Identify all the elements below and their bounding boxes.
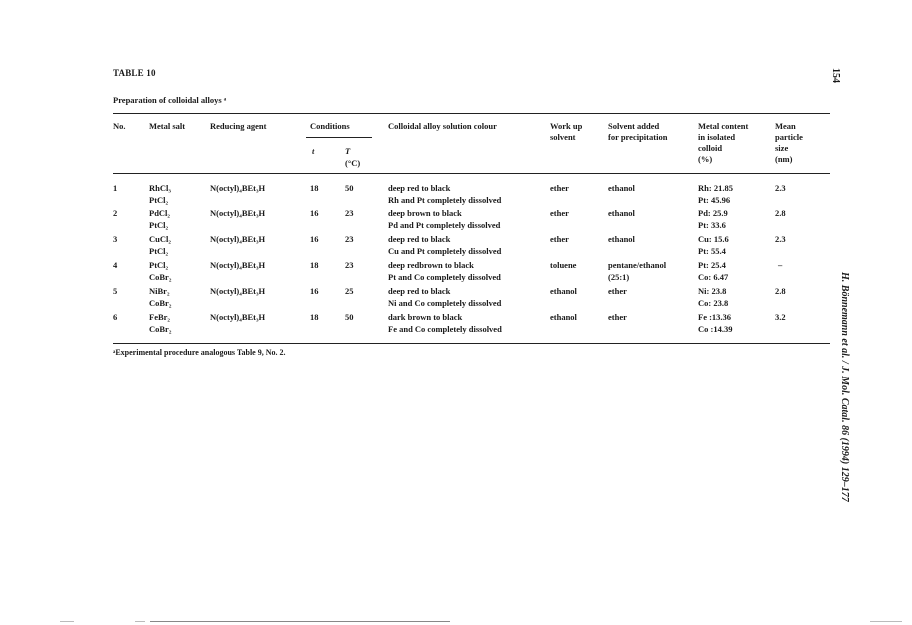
header-workup-line: solvent <box>550 132 576 142</box>
header-rule <box>113 173 830 174</box>
salt: CoBr₂ <box>149 297 172 308</box>
table-footnote: ᵃExperimental procedure analogous Table 9, No. 2. <box>113 348 286 357</box>
colour-line: Pd and Pt completely dissolved <box>388 219 501 230</box>
header-content-line: (%) <box>698 154 713 164</box>
row-agent: N(octyl)₄BEt₃H <box>210 208 266 218</box>
content-line: Cu: 15.6 <box>698 234 729 244</box>
salt: NiBr₂ <box>149 286 170 296</box>
precip-line: ethanol <box>608 183 635 193</box>
header-size-line: (nm) <box>775 154 793 164</box>
row-t: 16 <box>310 208 319 218</box>
salt: PtCl₂ <box>149 245 169 256</box>
header-size-line: size <box>775 143 789 153</box>
row-precip <box>608 260 666 283</box>
page-bottom-line <box>150 621 450 622</box>
page-number: 154 <box>830 68 841 83</box>
row-content <box>698 234 729 257</box>
row-workup: ethanol <box>550 312 577 322</box>
row-salts <box>149 260 171 283</box>
header-size-line: particle <box>775 132 803 142</box>
row-workup: ether <box>550 208 569 218</box>
header-solvent-line: Solvent added <box>608 121 660 131</box>
row-T: 50 <box>345 312 354 322</box>
precip-line: ethanol <box>608 234 635 244</box>
salt: PtCl₂ <box>149 194 169 205</box>
row-salts <box>149 286 171 309</box>
row-colour <box>388 312 502 335</box>
row-colour <box>388 260 501 283</box>
header-T: T <box>345 146 351 156</box>
row-T: 25 <box>345 286 354 296</box>
header-solvent-added <box>608 121 667 143</box>
header-workup-line: Work up <box>550 121 583 131</box>
row-T: 23 <box>345 260 354 270</box>
row-no: 5 <box>113 286 118 296</box>
row-no: 3 <box>113 234 118 244</box>
row-colour <box>388 286 501 309</box>
header-solvent-line: for precipitation <box>608 132 668 142</box>
content-line: Rh: 21.85 <box>698 183 733 193</box>
salt: CoBr₂ <box>149 271 172 282</box>
scan-mark <box>870 621 902 622</box>
row-salts <box>149 183 171 206</box>
salt: CoBr₂ <box>149 323 172 334</box>
row-agent: N(octyl)₄BEt₃H <box>210 183 266 193</box>
precip-line: ether <box>608 312 627 322</box>
header-metal-salt: Metal salt <box>149 121 186 131</box>
colour-line: deep red to black <box>388 183 451 193</box>
row-size: 2.3 <box>775 234 786 244</box>
row-size: 2.8 <box>775 208 786 218</box>
row-workup: ether <box>550 183 569 193</box>
row-T: 50 <box>345 183 354 193</box>
content-line: Pt: 55.4 <box>698 245 726 256</box>
row-size: 3.2 <box>775 312 786 322</box>
row-T: 23 <box>345 234 354 244</box>
row-colour <box>388 183 501 206</box>
header-size-line: Mean <box>775 121 796 131</box>
row-agent: N(octyl)₄BEt₃H <box>210 234 266 244</box>
salt: PdCl₂ <box>149 208 170 218</box>
row-t: 18 <box>310 312 319 322</box>
row-workup: toluene <box>550 260 577 270</box>
header-colour: Colloidal alloy solution colour <box>388 121 497 131</box>
header-mean-size <box>775 121 803 165</box>
salt: FeBr₂ <box>149 312 170 322</box>
row-precip <box>608 286 627 298</box>
row-agent: N(octyl)₄BEt₃H <box>210 260 266 270</box>
row-salts <box>149 208 170 231</box>
bottom-rule <box>113 343 830 344</box>
row-size: – <box>778 260 783 270</box>
row-t: 18 <box>310 183 319 193</box>
row-no: 1 <box>113 183 118 193</box>
content-line: Co: 6.47 <box>698 271 729 282</box>
scan-mark <box>135 621 145 622</box>
content-line: Pt: 25.4 <box>698 260 726 270</box>
precip-line: ether <box>608 286 627 296</box>
row-precip <box>608 183 635 195</box>
colour-line: Ni and Co completely dissolved <box>388 297 502 308</box>
row-content <box>698 183 733 206</box>
header-content-line: in isolated <box>698 132 736 142</box>
row-precip <box>608 234 635 246</box>
top-rule <box>113 113 830 114</box>
row-salts <box>149 234 171 257</box>
colour-line: Rh and Pt completely dissolved <box>388 194 502 205</box>
precip-line: ethanol <box>608 208 635 218</box>
content-line: Pt: 45.96 <box>698 194 731 205</box>
header-t: t <box>312 146 315 156</box>
row-workup: ethanol <box>550 286 577 296</box>
salt: PtCl₂ <box>149 260 169 270</box>
row-no: 6 <box>113 312 118 322</box>
colour-line: Cu and Pt completely dissolved <box>388 245 502 256</box>
row-precip <box>608 208 635 220</box>
content-line: Pt: 33.6 <box>698 219 726 230</box>
salt: PtCl₂ <box>149 219 169 230</box>
row-content <box>698 260 728 283</box>
colour-line: deep brown to black <box>388 208 462 218</box>
header-reducing-agent: Reducing agent <box>210 121 267 131</box>
row-agent: N(octyl)₄BEt₃H <box>210 286 266 296</box>
row-agent: N(octyl)₄BEt₃H <box>210 312 266 322</box>
row-size: 2.8 <box>775 286 786 296</box>
row-t: 16 <box>310 286 319 296</box>
row-colour <box>388 234 501 257</box>
row-T: 23 <box>345 208 354 218</box>
running-head: H. Bönnemann et al. / J. Mol. Catal. 86 (1994) 129–177 <box>839 272 850 502</box>
colour-line: Pt and Co completely dissolved <box>388 271 501 282</box>
content-line: Pd: 25.9 <box>698 208 728 218</box>
salt: CuCl₂ <box>149 234 171 244</box>
header-conditions: Conditions <box>310 121 350 131</box>
colour-line: deep red to black <box>388 286 451 296</box>
colour-line: dark brown to black <box>388 312 463 322</box>
header-workup <box>550 121 582 143</box>
precip-line: pentane/ethanol <box>608 260 667 270</box>
table-title: TABLE 10 <box>113 68 156 78</box>
content-line: Ni: 23.8 <box>698 286 727 296</box>
salt: RhCl₃ <box>149 183 171 193</box>
conditions-rule <box>306 137 372 138</box>
row-no: 4 <box>113 260 118 270</box>
content-line: Fe :13.36 <box>698 312 732 322</box>
header-content-line: Metal content <box>698 121 749 131</box>
scan-mark <box>60 621 74 622</box>
header-no: No. <box>113 121 126 131</box>
content-line: Co :14.39 <box>698 323 733 334</box>
row-content <box>698 208 728 231</box>
row-workup: ether <box>550 234 569 244</box>
colour-line: deep redbrown to black <box>388 260 474 270</box>
row-size: 2.3 <box>775 183 786 193</box>
header-T-unit: (°C) <box>345 158 361 168</box>
row-no: 2 <box>113 208 118 218</box>
row-content <box>698 312 732 335</box>
row-content <box>698 286 728 309</box>
content-line: Co: 23.8 <box>698 297 729 308</box>
precip-line: (25:1) <box>608 271 630 282</box>
header-metal-content <box>698 121 748 165</box>
row-salts <box>149 312 171 335</box>
row-precip <box>608 312 627 324</box>
header-content-line: colloid <box>698 143 723 153</box>
table-caption: Preparation of colloidal alloys ᵃ <box>113 95 227 105</box>
colour-line: deep red to black <box>388 234 451 244</box>
row-t: 16 <box>310 234 319 244</box>
row-colour <box>388 208 500 231</box>
row-t: 18 <box>310 260 319 270</box>
colour-line: Fe and Co completely dissolved <box>388 323 502 334</box>
